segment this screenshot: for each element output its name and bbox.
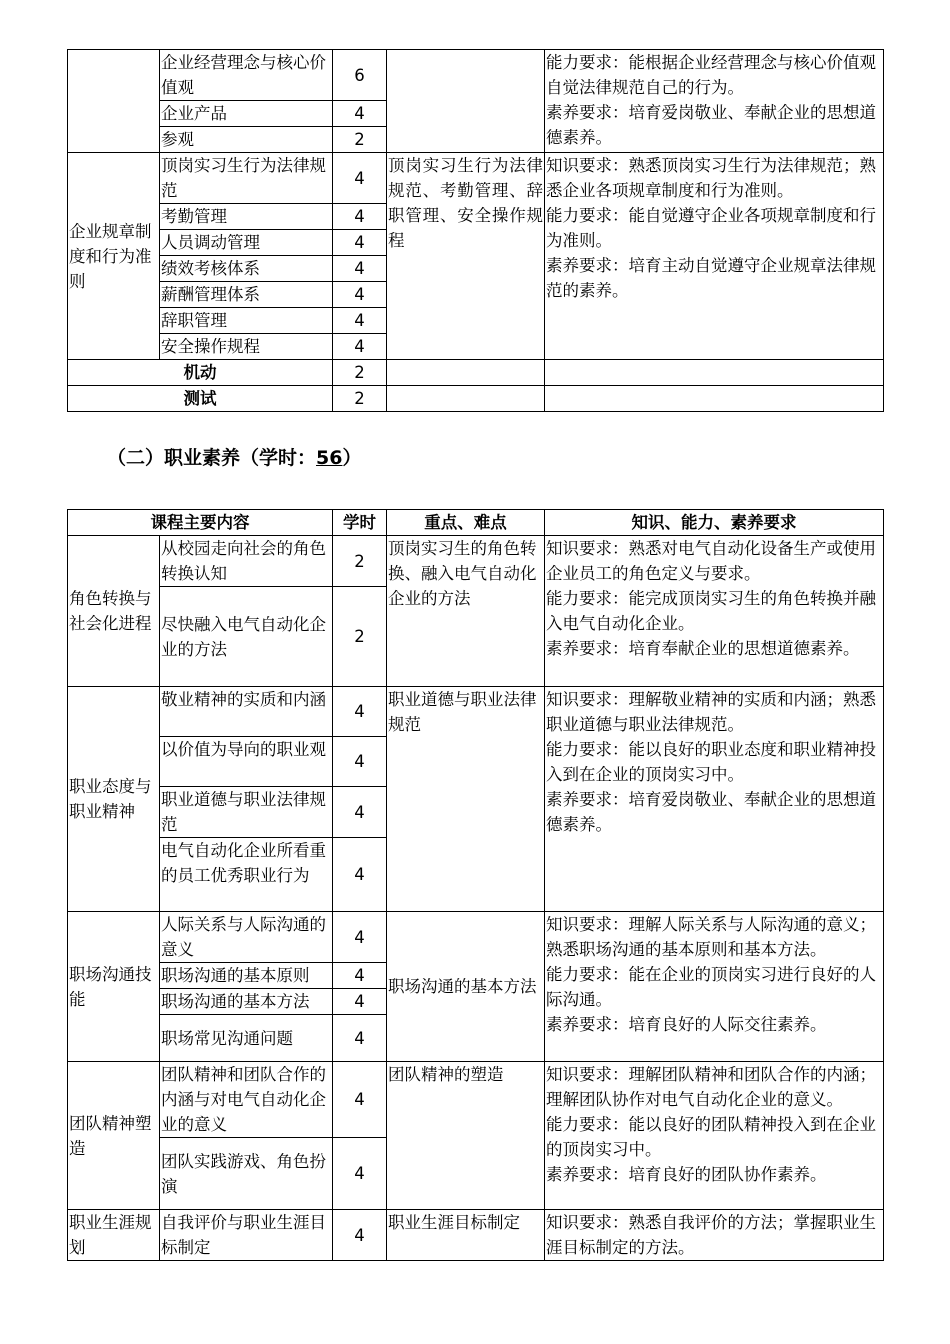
hours-cell: 4 [333, 1138, 387, 1210]
hours-cell: 4 [333, 838, 387, 912]
topic-cell: 人际关系与人际沟通的意义 [160, 912, 333, 963]
requirements-cell [545, 50, 884, 153]
hours-cell: 4 [333, 256, 387, 282]
knowledge-requirement: 知识要求：熟悉对电气自动化设备生产或使用企业员工的角色定义与要求。 [546, 539, 876, 583]
knowledge-requirement: 知识要求：熟悉顶岗实习生行为法律规范；熟悉企业各项规章制度和行为准则。 [546, 156, 876, 200]
topic-cell: 参观 [160, 127, 333, 153]
header-key-points: 重点、难点 [387, 510, 545, 536]
requirements-cell [545, 360, 884, 386]
key-points-cell [387, 360, 545, 386]
hours-cell: 4 [333, 230, 387, 256]
topic-cell: 职业道德与职业法律规范 [160, 787, 333, 838]
table-row [68, 386, 884, 412]
topic-cell: 职场常见沟通问题 [160, 1015, 333, 1062]
topic-cell: 团队精神和团队合作的内涵与对电气自动化企业的意义 [160, 1062, 333, 1138]
quality-requirement: 素养要求：培育主动自觉遵守企业规章法律规范的素养。 [546, 256, 876, 300]
topic-cell: 企业经营理念与核心价值观 [160, 50, 333, 101]
hours-cell: 2 [333, 536, 387, 587]
hours-cell: 4 [333, 1210, 387, 1261]
hours-cell: 4 [333, 308, 387, 334]
topic-cell: 从校园走向社会的角色转换认知 [160, 536, 333, 587]
key-points-cell: 顶岗实习生行为法律规范、考勤管理、辞职管理、安全操作规程 [387, 153, 545, 360]
topic-cell: 尽快融入电气自动化企业的方法 [160, 587, 333, 687]
professional-quality-table [67, 509, 884, 1261]
quality-requirement: 素养要求：培育良好的团队协作素养。 [546, 1165, 827, 1184]
key-points-cell [387, 50, 545, 153]
hours-cell: 4 [333, 963, 387, 989]
requirements-cell [545, 1062, 884, 1210]
topic-cell: 团队实践游戏、角色扮演 [160, 1138, 333, 1210]
hours-cell: 4 [333, 737, 387, 787]
flexible-row-label: 机动 [68, 360, 333, 386]
ability-requirement: 能力要求：能以良好的团队精神投入到在企业的顶岗实习中。 [546, 1115, 876, 1159]
topic-cell: 职场沟通的基本方法 [160, 989, 333, 1015]
topic-cell: 考勤管理 [160, 204, 333, 230]
quality-requirement: 素养要求：培育良好的人际交往素养。 [546, 1015, 827, 1034]
key-points-cell: 职业道德与职业法律规范 [387, 687, 545, 912]
topic-cell: 电气自动化企业所看重的员工优秀职业行为 [160, 838, 333, 912]
group-cell [68, 50, 160, 153]
topic-cell: 薪酬管理体系 [160, 282, 333, 308]
ability-requirement: 能力要求：能在企业的顶岗实习进行良好的人际沟通。 [546, 965, 876, 1009]
topic-cell: 人员调动管理 [160, 230, 333, 256]
group-cell: 团队精神塑造 [68, 1062, 160, 1210]
hours-cell: 4 [333, 1062, 387, 1138]
hours-cell: 6 [333, 50, 387, 101]
key-points-cell: 职业生涯目标制定 [387, 1210, 545, 1261]
hours-cell: 4 [333, 282, 387, 308]
quality-requirement: 素养要求：培育奉献企业的思想道德素养。 [546, 639, 860, 658]
enterprise-culture-table [67, 49, 884, 412]
requirements-cell [545, 386, 884, 412]
section-title [107, 444, 361, 472]
key-points-cell: 职场沟通的基本方法 [387, 912, 545, 1062]
requirements-cell [545, 687, 884, 912]
section-title-hours: 56 [316, 447, 343, 469]
topic-cell: 辞职管理 [160, 308, 333, 334]
knowledge-requirement: 知识要求：理解敬业精神的实质和内涵；熟悉职业道德与职业法律规范。 [546, 690, 876, 734]
key-points-cell [387, 386, 545, 412]
hours-cell: 4 [333, 687, 387, 737]
section-title-suffix: ） [342, 447, 362, 469]
group-cell: 角色转换与社会化进程 [68, 536, 160, 687]
table-row [68, 912, 884, 963]
table-row [68, 687, 884, 737]
ability-requirement: 能力要求：能以良好的职业态度和职业精神投入到在企业的顶岗实习中。 [546, 740, 876, 784]
table-row [68, 360, 884, 386]
header-content: 课程主要内容 [68, 510, 333, 536]
quality-requirement: 素养要求：培育爱岗敬业、奉献企业的思想道德素养。 [546, 790, 876, 834]
hours-cell: 2 [333, 587, 387, 687]
table-row [68, 50, 884, 101]
key-points-cell: 顶岗实习生的角色转换、融入电气自动化企业的方法 [387, 536, 545, 687]
requirements-cell [545, 536, 884, 687]
hours-cell: 2 [333, 127, 387, 153]
hours-cell: 4 [333, 787, 387, 838]
quality-requirement: 素养要求：培育爱岗敬业、奉献企业的思想道德素养。 [546, 103, 876, 147]
table-row [68, 536, 884, 587]
ability-requirement: 能力要求：能根据企业经营理念与核心价值观自觉法律规范自己的行为。 [546, 53, 876, 97]
topic-cell: 以价值为导向的职业观 [160, 737, 333, 787]
hours-cell: 2 [333, 360, 387, 386]
hours-cell: 4 [333, 912, 387, 963]
test-row-label: 测试 [68, 386, 333, 412]
group-cell: 职场沟通技能 [68, 912, 160, 1062]
table-row [68, 153, 884, 204]
topic-cell: 绩效考核体系 [160, 256, 333, 282]
header-requirements: 知识、能力、素养要求 [545, 510, 884, 536]
hours-cell: 4 [333, 101, 387, 127]
hours-cell: 4 [333, 204, 387, 230]
hours-cell: 4 [333, 334, 387, 360]
knowledge-requirement: 知识要求：理解人际关系与人际沟通的意义；熟悉职场沟通的基本原则和基本方法。 [546, 915, 876, 959]
topic-cell: 敬业精神的实质和内涵 [160, 687, 333, 737]
topic-cell: 职场沟通的基本原则 [160, 963, 333, 989]
hours-cell: 4 [333, 989, 387, 1015]
ability-requirement: 能力要求：能完成顶岗实习生的角色转换并融入电气自动化企业。 [546, 589, 876, 633]
topic-cell: 顶岗实习生行为法律规范 [160, 153, 333, 204]
knowledge-requirement: 知识要求：理解团队精神和团队合作的内涵；理解团队协作对电气自动化企业的意义。 [546, 1065, 876, 1109]
knowledge-requirement: 知识要求：熟悉自我评价的方法；掌握职业生涯目标制定的方法。 [546, 1213, 876, 1257]
requirements-cell [545, 153, 884, 360]
requirements-cell [545, 912, 884, 1062]
hours-cell: 2 [333, 386, 387, 412]
header-hours: 学时 [333, 510, 387, 536]
topic-cell: 自我评价与职业生涯目标制定 [160, 1210, 333, 1261]
hours-cell: 4 [333, 1015, 387, 1062]
key-points-cell: 团队精神的塑造 [387, 1062, 545, 1210]
hours-cell: 4 [333, 153, 387, 204]
ability-requirement: 能力要求：能自觉遵守企业各项规章制度和行为准则。 [546, 206, 876, 250]
table-row [68, 1062, 884, 1138]
group-cell: 职业态度与职业精神 [68, 687, 160, 912]
section-title-prefix: （二）职业素养（学时： [107, 447, 317, 469]
group-cell: 职业生涯规划 [68, 1210, 160, 1261]
table-row [68, 1210, 884, 1261]
group-cell: 企业规章制度和行为准则 [68, 153, 160, 360]
topic-cell: 企业产品 [160, 101, 333, 127]
topic-cell: 安全操作规程 [160, 334, 333, 360]
table-header-row [68, 510, 884, 536]
requirements-cell [545, 1210, 884, 1261]
